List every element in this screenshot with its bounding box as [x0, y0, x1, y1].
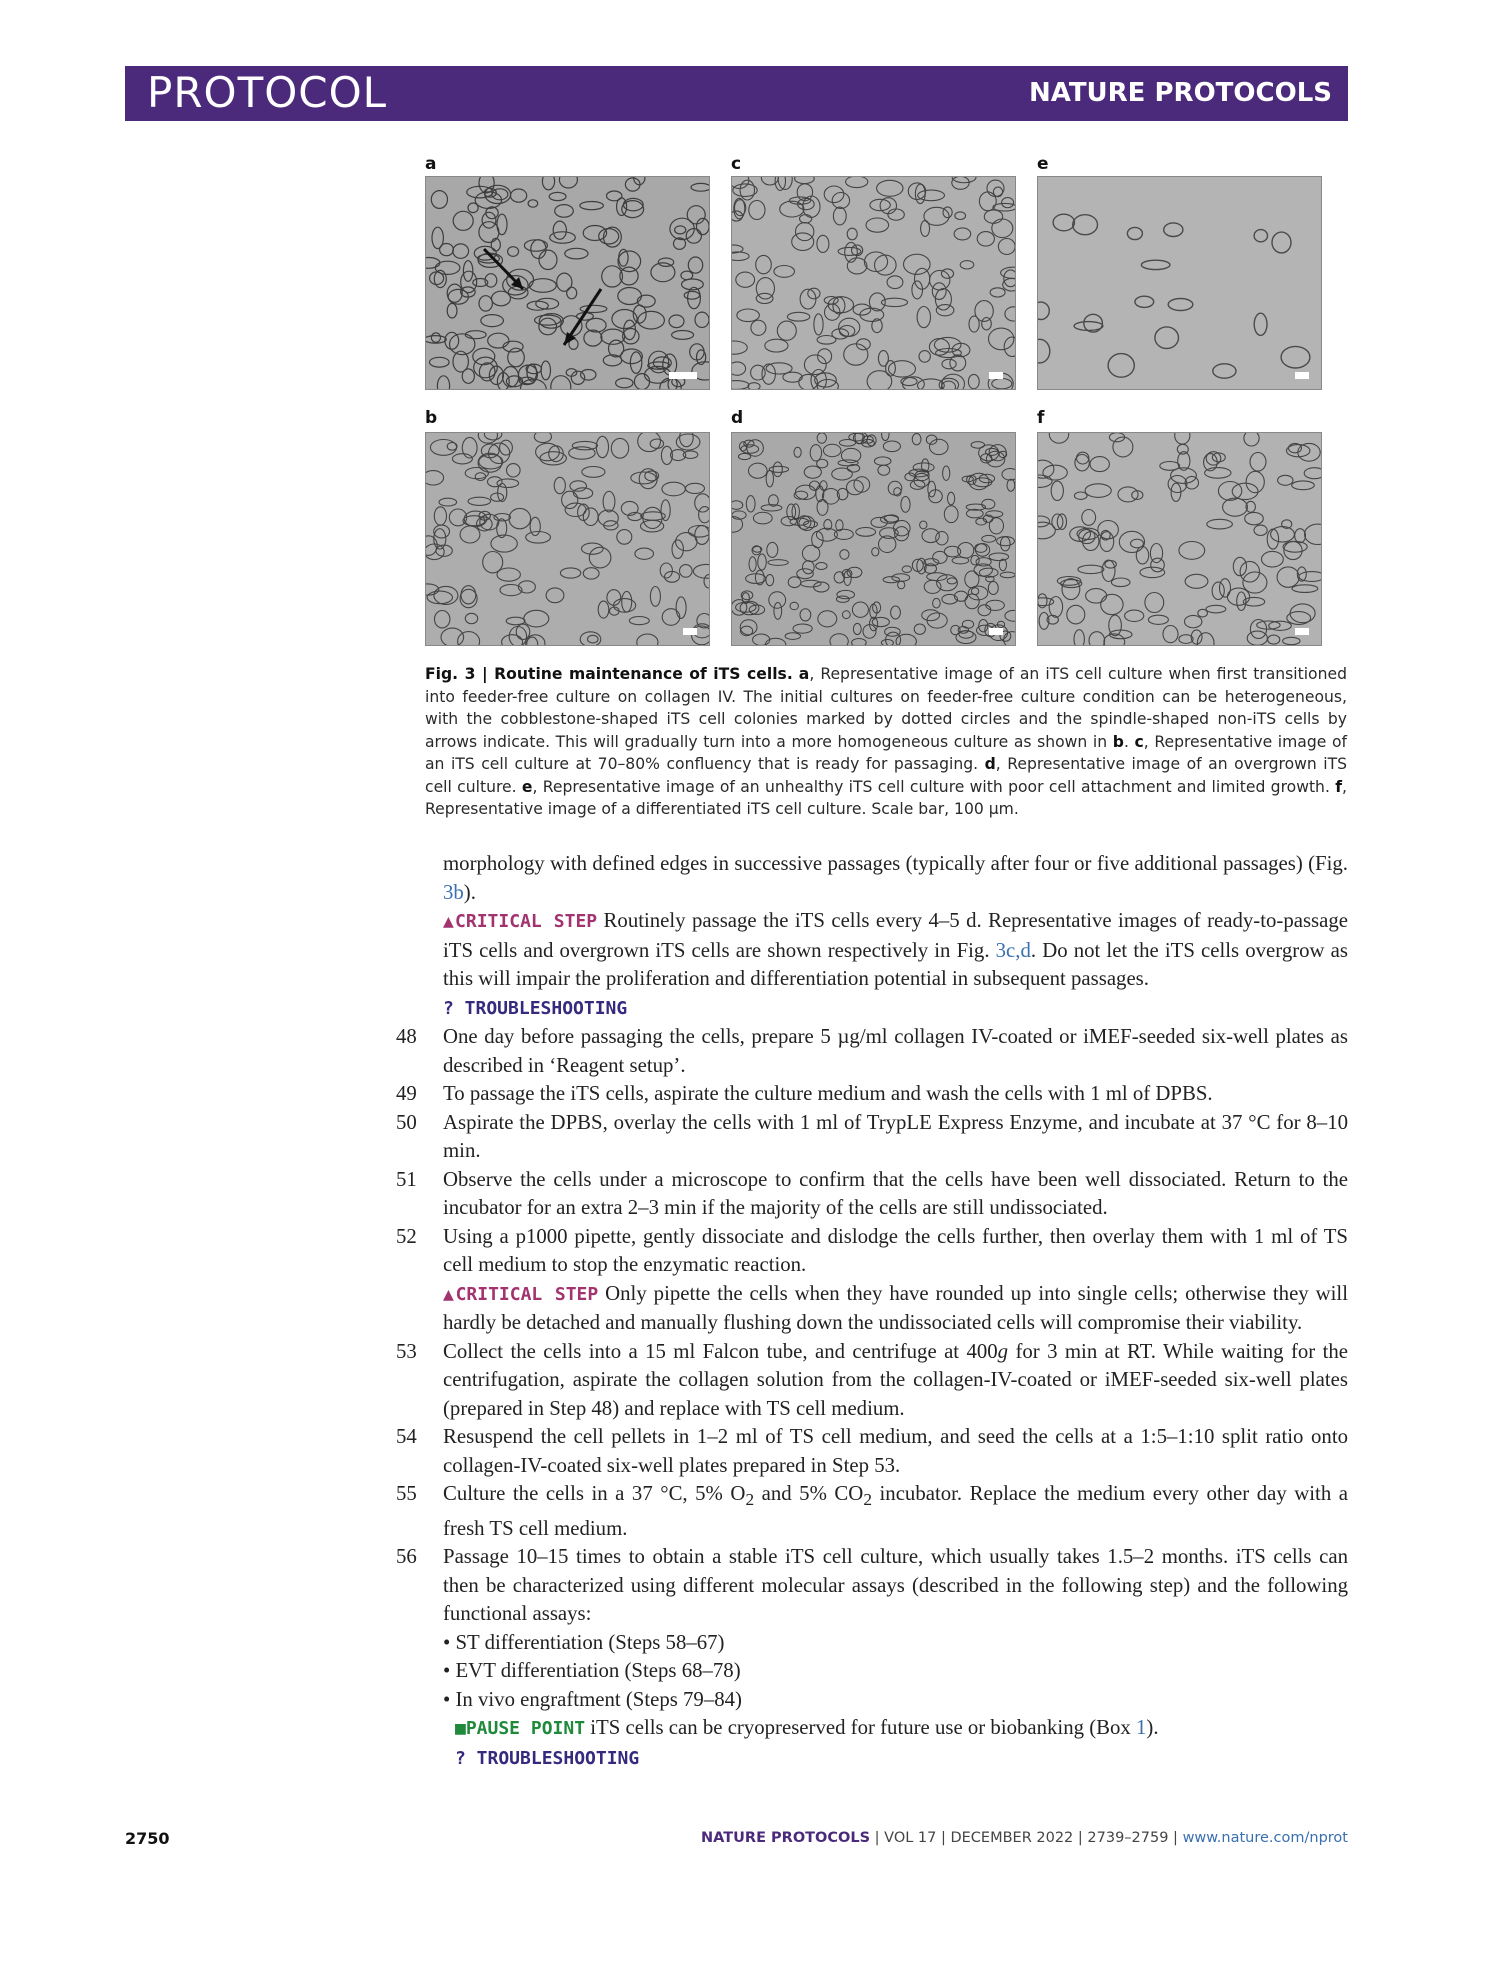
page-number: 2750 — [125, 1829, 170, 1848]
caption-label-b: b — [1112, 732, 1124, 751]
caption-text-e: , Representative image of an unhealthy iTS cell culture with poor cell attachment and limited growth. — [532, 777, 1336, 796]
subscript: 2 — [863, 1490, 872, 1510]
step-text: Culture the cells in a 37 °C, 5% O — [443, 1482, 746, 1505]
intro-text: morphology with defined edges in successive passages (typically after four or five additional passages) (Fig. — [443, 852, 1348, 875]
pause-text-end: ). — [1146, 1716, 1159, 1740]
panel-letter-c: c — [731, 154, 742, 174]
critical-step-1 — [396, 907, 1348, 994]
scale-bar — [989, 372, 1003, 379]
caption-label-a: a — [798, 665, 810, 683]
intro-paragraph — [396, 850, 1348, 907]
step-number: 49 — [396, 1082, 417, 1105]
bullet-item: • In vivo engraftment (Steps 79–84) — [443, 1687, 742, 1711]
critical-text: Routinely passage the iTS cells every 4–5 d. Representative images of ready-to-passage iTS cells and overgrown iTS cells are shown respectively in Fig. — [443, 909, 1348, 962]
step-number: 56 — [396, 1545, 417, 1569]
step-51 — [396, 1166, 1348, 1223]
troubleshooting-label[interactable]: ? TROUBLESHOOTING — [455, 1747, 640, 1769]
critical-text-end: . Do not let the iTS cells overgrow as this will impair the proliferation and differentiation potential in subsequent passages. — [443, 938, 1348, 990]
caption-label-d: d — [984, 755, 996, 773]
caption-text-f: , Representative image of a differentiated iTS cell culture. Scale bar, 100 µm. — [425, 777, 1347, 818]
step-number: 53 — [396, 1339, 417, 1363]
micrograph-panel-c — [731, 176, 1016, 390]
step-50 — [396, 1109, 1348, 1166]
scale-bar — [989, 628, 1003, 635]
step-53 — [396, 1338, 1348, 1424]
page-header — [125, 66, 1348, 121]
step-text: Passage 10–15 times to obtain a stable iTS cell culture, which usually takes 1.5–2 months. iTS cells can then be characterized using different molecular assays (described in the following step) and the following functional assays: — [443, 1545, 1348, 1626]
pause-point-label: ■PAUSE POINT — [455, 1718, 586, 1740]
panel-letter-f: f — [1037, 408, 1045, 428]
step-number: 51 — [396, 1167, 417, 1191]
figure-link-3cd[interactable]: 3c,d — [995, 938, 1031, 962]
step-text-mid: and 5% CO — [754, 1482, 864, 1505]
step-text: To passage the iTS cells, aspirate the culture medium and wash the cells with 1 ml of DPBS. — [443, 1082, 1213, 1105]
panel-letter-d: d — [731, 408, 744, 428]
caption-label-c: c — [1134, 732, 1144, 751]
critical-step-2 — [396, 1280, 1348, 1338]
box-link-1[interactable]: 1 — [1136, 1716, 1147, 1740]
footer-citation — [701, 1830, 1348, 1846]
step-text: Resuspend the cell pellets in 1–2 ml of TS cell medium, and seed the cells at a 1:5–1:10 split ratio onto collagen-IV-coated six-well plates prepared in Step 53. — [443, 1425, 1348, 1477]
step-54 — [396, 1423, 1348, 1480]
pause-text: iTS cells can be cryopreserved for future use or biobanking (Box — [585, 1716, 1136, 1740]
caption-sep: . — [1123, 732, 1135, 751]
caption-text-c: , Representative image of an iTS cell culture at 70–80% confluency that is ready for passaging. — [425, 732, 1347, 773]
micrograph-panel-b — [425, 432, 710, 646]
troubleshooting-1[interactable] — [396, 994, 1348, 1024]
micrograph-panel-d — [731, 432, 1016, 646]
critical-text: Only pipette the cells when they have rounded up into single cells; otherwise they will hardly be detached and manually flushing down the undissociated cells will compromise their viability. — [443, 1281, 1348, 1334]
step-text: Using a p1000 pipette, gently dissociate and dislodge the cells further, then overlay them with 1 ml of TS cell medium to stop the enzymatic reaction. — [443, 1224, 1348, 1276]
caption-label-f: f — [1335, 777, 1343, 796]
scale-bar — [669, 372, 697, 379]
bullet-item: • ST differentiation (Steps 58–67) — [443, 1630, 725, 1654]
micrograph-panel-a — [425, 176, 710, 390]
figure-caption — [425, 663, 1347, 821]
panel-letter-a: a — [425, 154, 437, 174]
step-number: 50 — [396, 1110, 417, 1134]
step-number: 48 — [396, 1025, 417, 1048]
troubleshooting-label[interactable]: ? TROUBLESHOOTING — [443, 997, 628, 1019]
body-text — [396, 850, 1348, 1773]
step-text: Observe the cells under a microscope to confirm that the cells have been well dissociated. Return to the incubator for an extra 2–3 min if the majority of the cells are still undissociated. — [443, 1167, 1348, 1219]
step-55 — [396, 1480, 1348, 1543]
step-text-end: incubator. Replace the medium every other day with a fresh TS cell medium. — [443, 1482, 1348, 1540]
footer-meta: | VOL 17 | DECEMBER 2022 | 2739–2759 | — [870, 1830, 1183, 1846]
caption-label-e: e — [521, 777, 533, 796]
journal-name: NATURE PROTOCOLS — [1028, 78, 1332, 108]
scale-bar — [683, 628, 697, 635]
pause-point — [396, 1714, 1348, 1744]
step-56 — [396, 1543, 1348, 1629]
panel-letter-b: b — [425, 408, 438, 428]
critical-step-label: ▲CRITICAL STEP — [443, 911, 598, 932]
caption-text-a: , Representative image of an iTS cell culture when first transitioned into feeder-free culture on collagen IV. The initial cultures on feeder-free culture condition can be heterogeneous, with the cobblestone-shaped iTS cell colonies marked by dotted circles and the spindle-shaped non-iTS cells by arrows indicate. This will gradually turn into a more homogeneous culture as shown in — [425, 665, 1347, 751]
caption-text-d: , Representative image of an overgrown iTS cell culture. — [425, 755, 1348, 796]
g-force-unit: g — [997, 1339, 1009, 1363]
step-number: 54 — [396, 1425, 417, 1448]
footer-journal: NATURE PROTOCOLS — [701, 1830, 871, 1846]
micrograph-panel-e — [1037, 176, 1322, 390]
troubleshooting-2[interactable] — [396, 1744, 1348, 1774]
footer-url-link[interactable]: www.nature.com/nprot — [1182, 1830, 1348, 1846]
step-number: 52 — [396, 1224, 417, 1248]
caption-title: Fig. 3 | Routine maintenance of iTS cells. — [425, 665, 793, 683]
intro-end: ). — [463, 880, 476, 904]
critical-step-label: ▲CRITICAL STEP — [443, 1283, 599, 1305]
micrograph-panel-f — [1037, 432, 1322, 646]
scale-bar — [1295, 372, 1309, 379]
step-text: One day before passaging the cells, prepare 5 µg/ml collagen IV-coated or iMEF-seeded six-well plates as described in ‘Reagent setup’. — [443, 1025, 1348, 1077]
step-49 — [396, 1080, 1348, 1109]
bullet-item: • EVT differentiation (Steps 68–78) — [443, 1659, 741, 1683]
subscript: 2 — [745, 1490, 755, 1510]
scale-bar — [1295, 628, 1309, 635]
step-text-end: for 3 min at RT. While waiting for the centrifugation, aspirate the collagen solution from the collagen-IV-coated or iMEF-seeded six-well plates (prepared in Step 48) and replace with TS cell medium. — [443, 1339, 1348, 1420]
figure-link-3b[interactable]: 3b — [443, 880, 464, 904]
step-text: Collect the cells into a 15 ml Falcon tube, and centrifuge at 400 — [443, 1339, 998, 1363]
section-label: PROTOCOL — [147, 68, 388, 117]
panel-letter-e: e — [1037, 154, 1049, 174]
step-number: 55 — [396, 1482, 417, 1505]
step-48 — [396, 1023, 1348, 1080]
step-52 — [396, 1223, 1348, 1280]
step-text: Aspirate the DPBS, overlay the cells with 1 ml of TrypLE Express Enzyme, and incubate at 37 °C for 8–10 min. — [443, 1110, 1348, 1162]
